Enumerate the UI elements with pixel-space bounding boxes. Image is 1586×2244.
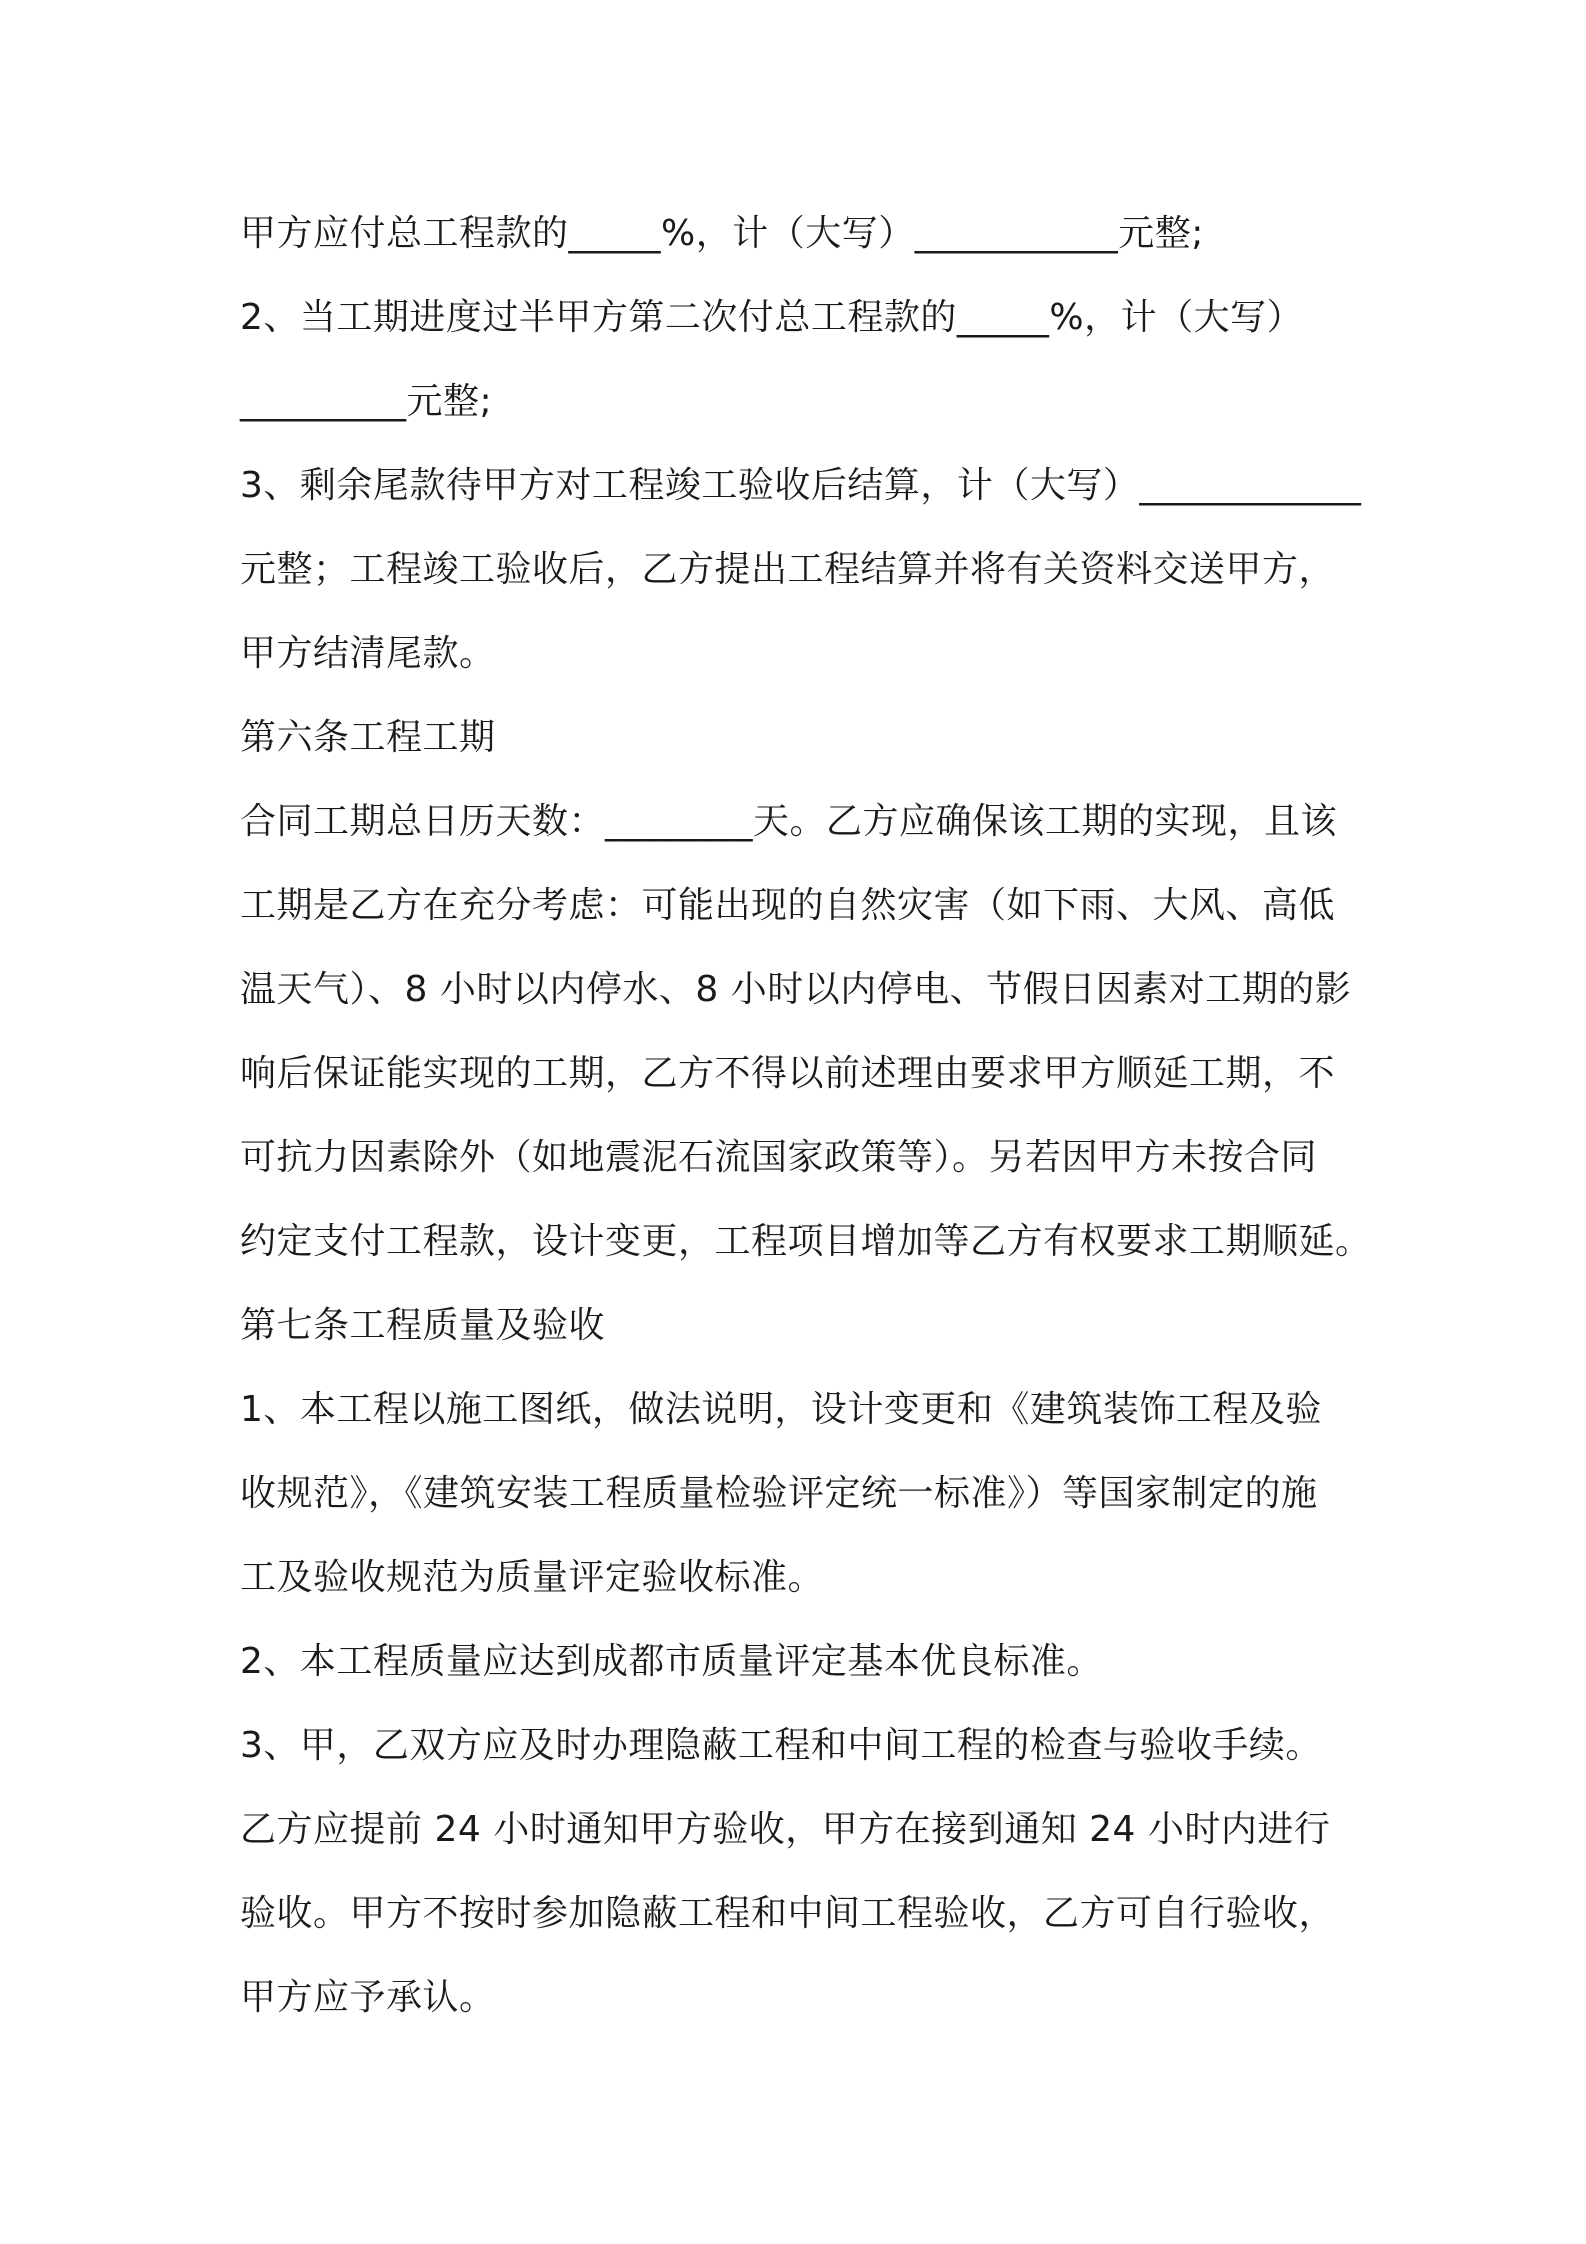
text-line: 乙方应提前 24 小时通知甲方验收，甲方在接到通知 24 小时内进行 [240,1809,1331,1850]
text-line: 约定支付工程款，设计变更，工程项目增加等乙方有权要求工期顺延。 [240,1221,1372,1262]
text-line: 甲方应付总工程款的_____%，计（大写）___________元整; [240,213,1204,254]
text-line: 验收。甲方不按时参加隐蔽工程和中间工程验收，乙方可自行验收， [240,1893,1336,1934]
section-heading-article-6: 第六条工程工期 [240,717,496,758]
section-heading-article-7: 第七条工程质量及验收 [240,1305,606,1346]
text-line: 响后保证能实现的工期，乙方不得以前述理由要求甲方顺延工期，不 [240,1053,1336,1094]
text-line: 可抗力因素除外（如地震泥石流国家政策等）。另若因甲方未按合同 [240,1137,1318,1178]
text-line: 3、剩余尾款待甲方对工程竣工验收后结算，计（大写）____________ [240,465,1362,506]
text-line: 2、本工程质量应达到成都市质量评定基本优良标准。 [240,1641,1103,1682]
text-line: 工及验收规范为质量评定验收标准。 [240,1557,825,1598]
text-line: _________元整; [240,381,493,422]
text-line: 工期是乙方在充分考虑：可能出现的自然灾害（如下雨、大风、高低 [240,885,1336,926]
text-line: 1、本工程以施工图纸，做法说明，设计变更和《建筑装饰工程及验 [240,1389,1322,1430]
text-line: 收规范》，《建筑安装工程质量检验评定统一标准》）等国家制定的施 [240,1473,1318,1514]
text-line: 甲方结清尾款。 [240,633,496,674]
text-line: 2、当工期进度过半甲方第二次付总工程款的_____%，计（大写） [240,297,1304,338]
text-line: 元整；工程竣工验收后，乙方提出工程结算并将有关资料交送甲方， [240,549,1336,590]
text-line: 甲方应予承认。 [240,1977,496,2018]
text-line: 3、甲，乙双方应及时办理隐蔽工程和中间工程的检查与验收手续。 [240,1725,1322,1766]
text-line: 温天气）、8 小时以内停水、8 小时以内停电、节假日因素对工期的影 [240,969,1352,1010]
document-body [240,192,1372,2040]
text-line: 合同工期总日历天数：________天。乙方应确保该工期的实现，且该 [240,801,1338,842]
